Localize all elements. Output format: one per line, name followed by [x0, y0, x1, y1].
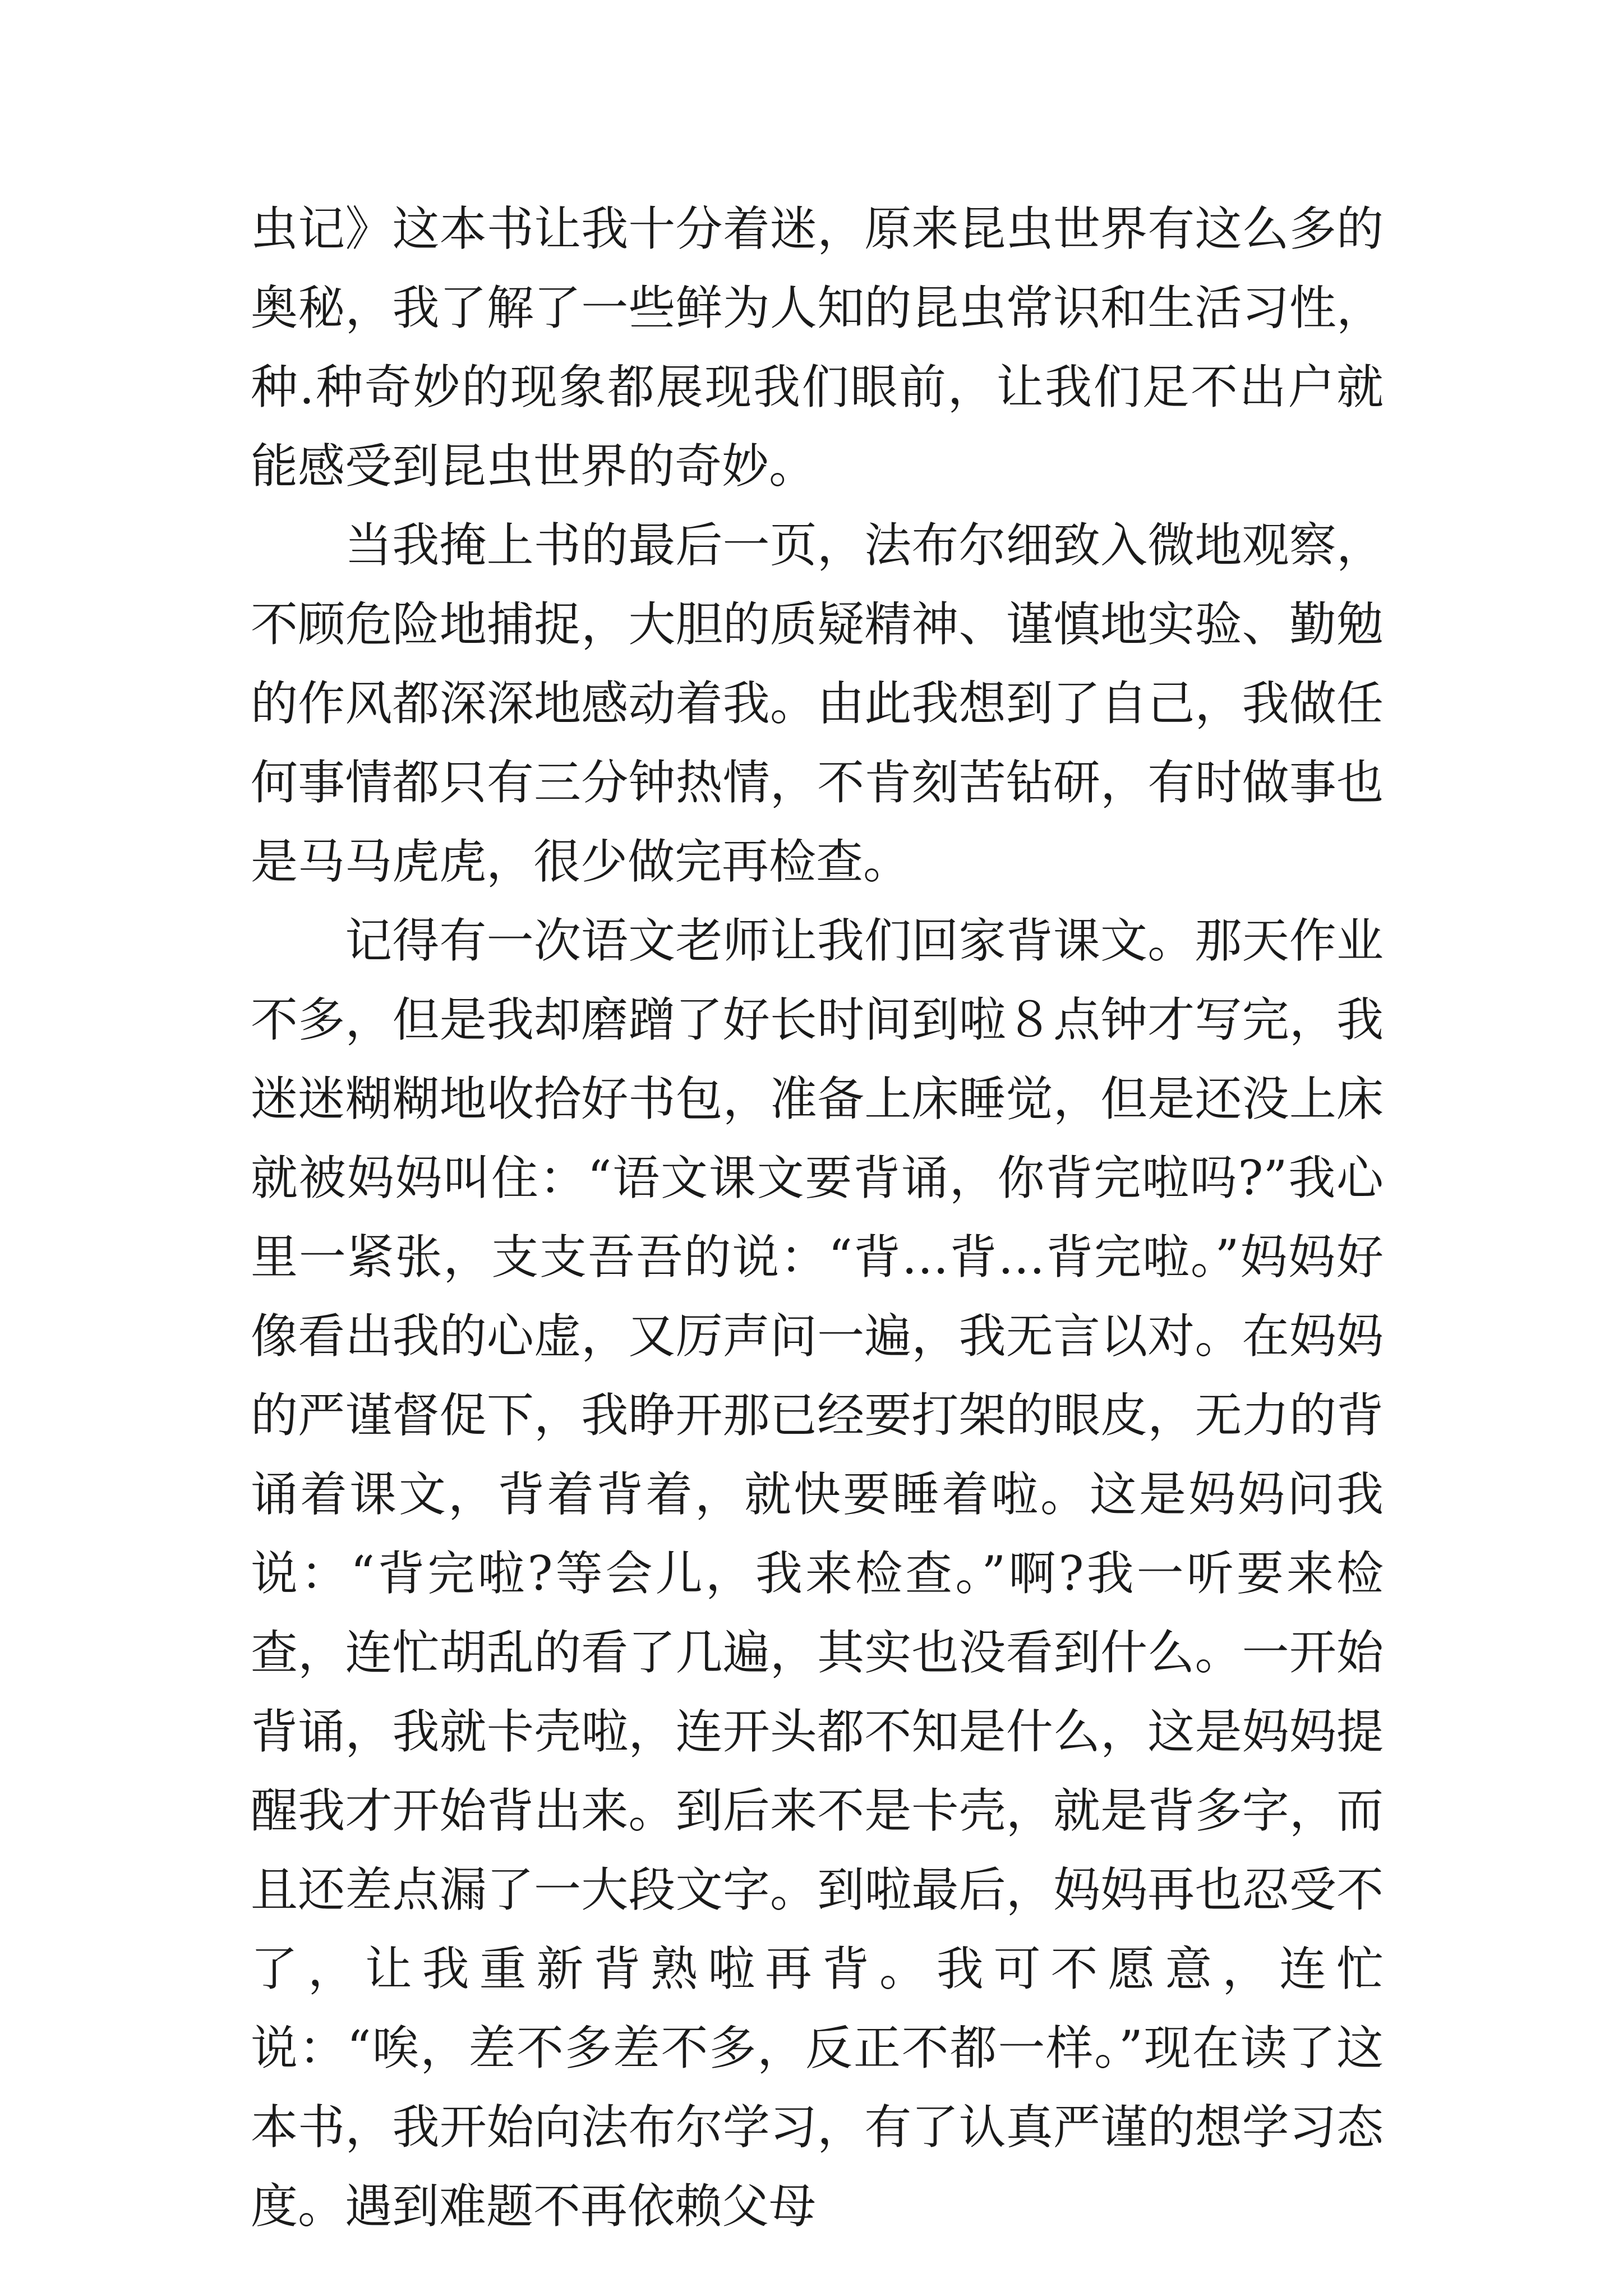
paragraph-2: 当我掩上书的最后一页，法布尔细致入微地观察，不顾危险地捕捉，大胆的质疑精神、谨慎地实验、勤勉的作风都深深地感动着我。由此我想到了自己，我做任何事情都只有三分钟热情，不肯刻苦钻研，有时做事也是马马虎虎，很少做完再检查。	[251, 518, 1384, 889]
paragraph-3: 记得有一次语文老师让我们回家背课文。那天作业不多，但是我却磨蹭了好长时间到啦８点钟才写完，我迷迷糊糊地收拾好书包，准备上床睡觉，但是还没上床就被妈妈叫住：“语文课文要背诵，你背完啦吗?”我心里一紧张，支支吾吾的说：“背…背…背完啦。”妈妈好像看出我的心虚，又厉声问一遍，我无言以对。在妈妈的严谨督促下，我睁开那已经要打架的眼皮，无力的背诵着课文，背着背着，就快要睡着啦。这是妈妈问我说：“背完啦?等会儿，我来检查。”啊?我一听要来检查，连忙胡乱的看了几遍，其实也没看到什么。一开始背诵，我就卡壳啦，连开头都不知是什么，这是妈妈提醒我才开始背出来。到后来不是卡壳，就是背多字，而且还差点漏了一大段文字。到啦最后，妈妈再也忍受不了，让我重新背熟啦再背。我可不愿意，连忙说：“唉，差不多差不多，反正不都一样。”现在读了这本书，我开始向法布尔学习，有了认真严谨的想学习态度。遇到难题不再依赖父母	[251, 913, 1384, 2234]
document-body	[251, 190, 1384, 2246]
paragraph-1: 虫记》这本书让我十分着迷，原来昆虫世界有这么多的奥秘，我了解了一些鲜为人知的昆虫常识和生活习性，种.种奇妙的现象都展现我们眼前，让我们足不出户就能感受到昆虫世界的奇妙。	[251, 201, 1384, 494]
